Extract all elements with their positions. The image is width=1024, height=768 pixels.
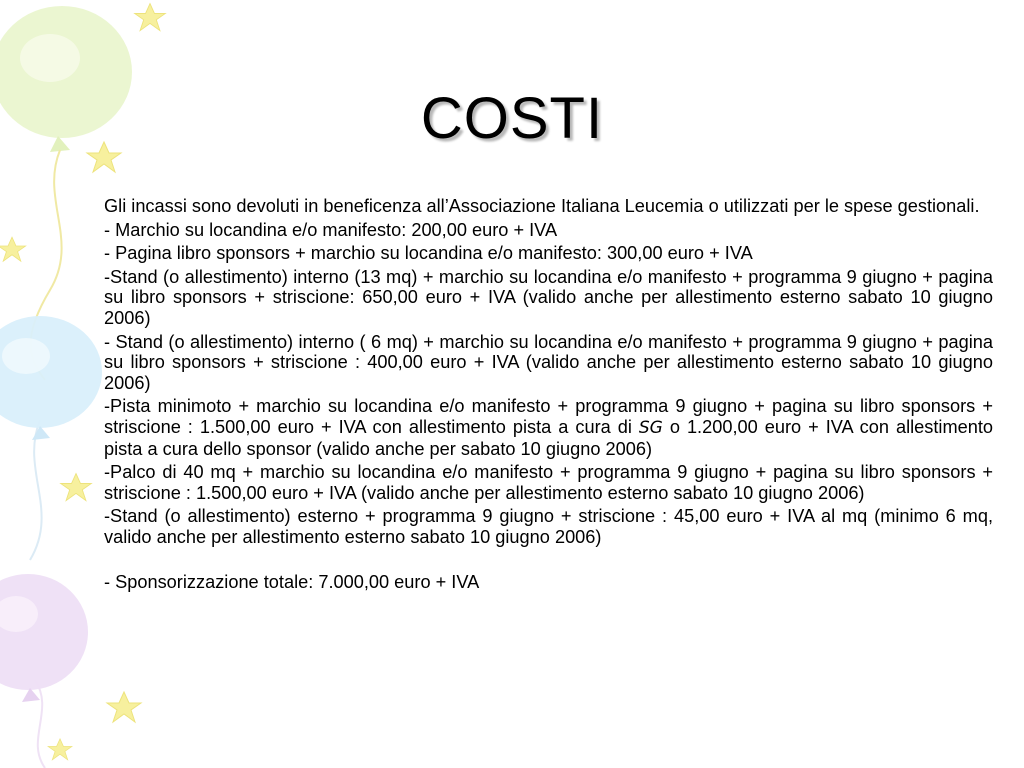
cost-item: -Stand (o allestimento) interno (13 mq) + marchio su locandina e/o manifesto + programma 9 giugno + pagina su libro sponsors + striscione: 650,00 euro + IVA (valido anche per allestimento esterno sabato 10 giugno 2006) <box>104 266 993 328</box>
cost-item: -Stand (o allestimento) esterno + programma 9 giugno + striscione : 45,00 euro + IVA al mq (minimo 6 mq, valido anche per allestimento esterno sabato 10 giugno 2006) <box>104 506 993 547</box>
balloon-string <box>30 420 42 560</box>
balloon-string <box>31 150 62 380</box>
balloon-string <box>35 680 45 768</box>
intro-paragraph: Gli incassi sono devoluti in beneficenza all’Associazione Italiana Leucemia o utilizzati per le spese gestionali. <box>104 196 980 216</box>
star-icon <box>107 692 141 722</box>
total-sponsorship: - Sponsorizzazione totale: 7.000,00 euro + IVA <box>104 571 480 592</box>
cost-item: - Stand (o allestimento) interno ( 6 mq) + marchio su locandina e/o manifesto + programma 9 giugno + pagina su libro sponsors + striscione : 400,00 euro + IVA (valido anche per allestimento esterno sabato 10 giugno 2006) <box>104 331 993 393</box>
balloon-purple-icon <box>0 574 88 702</box>
cost-item: - Pagina libro sponsors + marchio su locandina e/o manifesto: 300,00 euro + IVA <box>104 243 753 264</box>
cost-item: -Palco di 40 mq + marchio su locandina e/o manifesto + programma 9 giugno + pagina su libro sponsors + striscione : 1.500,00 euro + IVA (valido anche per allestimento esterno sabato 10 giugno 2006) <box>104 462 993 503</box>
star-icon <box>48 739 72 760</box>
balloon-blue-icon <box>0 316 102 440</box>
slide-body <box>104 196 993 595</box>
pista-text-before: -Pista minimoto + marchio su locandina e/o manifesto + programma 9 giugno + pagina su libro sponsors + striscione : 1.500,00 euro + IVA con allestimento pista a cura di <box>104 396 993 437</box>
star-icon <box>135 4 166 31</box>
cost-item: - Marchio su locandina e/o manifesto: 200,00 euro + IVA <box>104 219 558 240</box>
cost-item-pista <box>104 396 993 459</box>
pista-emphasis: SG <box>638 417 663 438</box>
slide-title: COSTI <box>420 86 604 151</box>
pista-text-after: o 1.200,00 euro + IVA con allestimento pista a cura dello sponsor (valido anche per sabato 10 giugno 2006) <box>104 416 994 459</box>
star-icon <box>0 237 26 261</box>
star-icon <box>61 474 92 501</box>
